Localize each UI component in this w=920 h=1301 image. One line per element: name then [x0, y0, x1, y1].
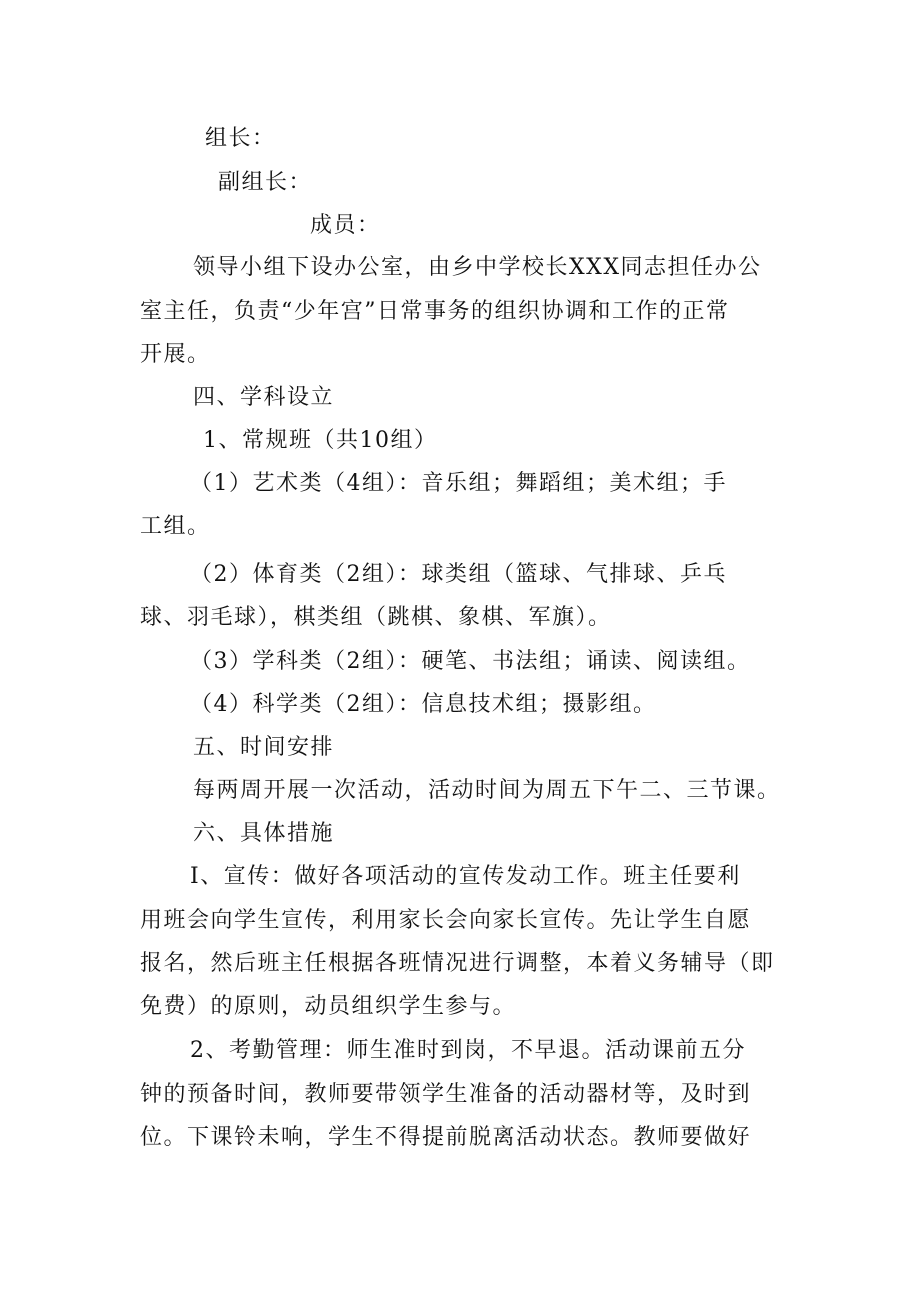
text-line-attendance-1: 2、考勤管理：师生准时到岗，不早退。活动课前五分 [190, 1038, 746, 1063]
text-line-sports-1: （2）体育类（2组）：球类组（篮球、气排球、乒乓 [190, 562, 727, 587]
text-line-arts-2: 工组。 [140, 514, 211, 539]
text-line-sports-2: 球、羽毛球），棋类组（跳棋、象棋、军旗）。 [140, 605, 612, 630]
text-line-attendance-3: 位。下课铃未响，学生不得提前脱离活动状态。教师要做好 [140, 1125, 752, 1150]
text-line-attendance-2: 钟的预备时间，教师要带领学生准备的活动器材等，及时到 [140, 1082, 752, 1107]
section-heading-schedule: 五、时间安排 [193, 735, 335, 760]
text-line-office-1: 领导小组下设办公室，由乡中学校长XXX同志担任办公 [193, 255, 762, 280]
text-line-publicity-3: 报名，然后班主任根据各班情况进行调整，本着义务辅导（即 [140, 951, 775, 976]
text-line-members: 成员： [310, 213, 381, 238]
text-line-regular-classes: 1、常规班（共10组） [203, 428, 438, 453]
section-heading-measures: 六、具体措施 [193, 821, 335, 846]
text-line-publicity-2: 用班会向学生宣传，利用家长会向家长宣传。先让学生自愿 [140, 908, 752, 933]
text-line-office-2: 室主任，负责“少年宫”日常事务的组织协调和工作的正常 [140, 299, 730, 324]
text-line-publicity-4: 免费）的原则，动员组织学生参与。 [140, 994, 517, 1019]
text-line-science: （4）科学类（2组）：信息技术组；摄影组。 [190, 692, 657, 717]
section-heading-subjects: 四、学科设立 [193, 385, 335, 410]
text-line-office-3: 开展。 [140, 342, 211, 367]
text-line-schedule: 每两周开展一次活动，活动时间为周五下午二、三节课。 [193, 778, 781, 803]
text-line-arts-1: （1）艺术类（4组）：音乐组；舞蹈组；美术组；手 [190, 471, 727, 496]
text-line-publicity-1: I、宣传：做好各项活动的宣传发动工作。班主任要利 [190, 864, 741, 889]
text-line-academic: （3）学科类（2组）：硬笔、书法组；诵读、阅读组。 [190, 649, 751, 674]
text-line-deputy-leader: 副组长： [218, 170, 313, 195]
text-line-group-leader: 组长： [205, 126, 276, 151]
